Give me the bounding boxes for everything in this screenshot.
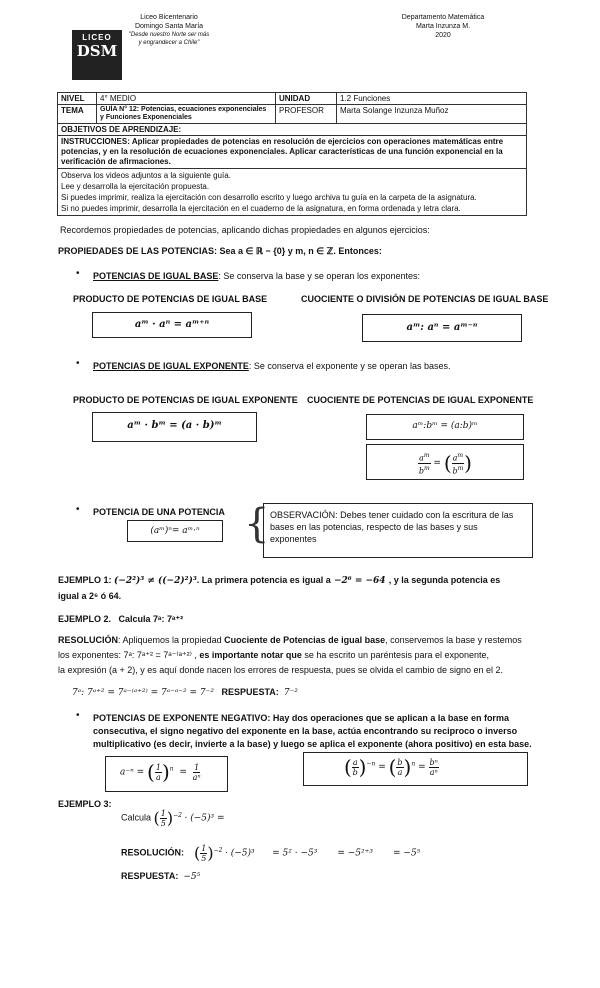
resol-frac-num: 1 <box>201 843 207 853</box>
f1-left: a⁻ⁿ = <box>120 767 145 778</box>
answer: 7⁻² <box>283 688 298 698</box>
info-table <box>57 92 527 216</box>
dept-header <box>388 13 498 40</box>
bullet-icon: • <box>76 358 80 369</box>
step-4: = −5⁵ <box>393 848 421 859</box>
step-2: Lee y desarrolla la ejercitación propuesta. <box>61 182 210 191</box>
f1-eq: = <box>179 767 187 778</box>
exp-coc-formula: aᵐ:bᵐ = (a:b)ᵐ <box>412 421 478 431</box>
pot-pot-title: POTENCIA DE UNA POTENCIA <box>93 507 225 517</box>
line2c: se ha escrito un paréntesis para el exponente, <box>301 650 490 660</box>
igual-exp-prod-title: PRODUCTO DE POTENCIAS DE IGUAL EXPONENTE <box>73 395 298 405</box>
coc-formula: aᵐ: aⁿ = aᵐ⁻ⁿ <box>406 322 478 333</box>
f2-num: a <box>352 757 358 767</box>
tema-value: GUÍA N° 12: Potencias, ecuaciones exponenciales y Funciones Exponenciales <box>97 105 276 124</box>
step-3: Si puedes imprimir, realiza la ejercitación con desarrollo escrito y luego archiva tu guía en la carpeta de la asignatura. <box>61 193 477 202</box>
igual-base-line <box>93 270 420 282</box>
f2-den3: aⁿ <box>429 767 438 777</box>
unidad-value: 1.2 Funciones <box>337 93 527 105</box>
ejemplo-3-answer <box>121 870 200 883</box>
f1-num2: 1 <box>194 762 200 772</box>
nivel-label: NIVEL <box>58 93 97 105</box>
negativo-formula-2-box <box>303 752 528 786</box>
ejemplo-1-text: . La primera potencia es igual a <box>196 575 331 585</box>
answer-label-3: RESPUESTA: <box>121 871 179 881</box>
ejemplo-2-steps: 7ᵃ: 7ᵃ⁺² = 7ᵃ⁻⁽ᵃ⁺²⁾ = 7ᵃ⁻ᵃ⁻² = 7⁻² <box>72 688 214 698</box>
f2-eq: = <box>378 762 386 773</box>
igual-exp-line <box>93 360 451 372</box>
negativo-formula-1-box <box>105 756 228 792</box>
ejemplo-3-calc: Calcula ( $\frac{1}{5}$ )$^{-2}$ · (−5)³ = <box>121 808 225 828</box>
ejemplo-2-line3: la expresión (a + 2), y es aquí donde nacen los errores de respuesta, pues se olvida el cambio de signo en el 2. <box>58 665 504 675</box>
igual-exp-coc-title: CUOCIENTE DE POTENCIAS DE IGUAL EXPONENTE <box>307 395 534 405</box>
profesor-label: PROFESOR <box>276 105 337 124</box>
ejemplo-2-label: EJEMPLO 2. <box>58 614 112 624</box>
pot-pot-formula: (aᵐ)ⁿ= aᵐ·ⁿ <box>150 526 200 536</box>
observacion-box <box>263 503 533 558</box>
ejemplo-2-line2 <box>58 649 543 661</box>
steps-cell <box>58 169 527 216</box>
f2-eq2: = <box>418 762 426 773</box>
year: 2020 <box>435 32 451 39</box>
exp-coc-frac-box <box>366 444 524 480</box>
exp-prod-box <box>92 412 257 442</box>
igual-base-desc: : Se conserva la base y se operan los exponentes: <box>218 271 420 281</box>
step-1: · (−5)³ <box>224 848 255 859</box>
pot-pot-box <box>127 520 223 542</box>
coc-formula-box <box>362 314 522 342</box>
negativo-text: POTENCIAS DE EXPONENTE NEGATIVO: Hay dos operaciones que se aplican a la base en forma consecutiva, el signo negativo del exponente en la base, actúa encontrando su reciproco o inverso multiplicativo (es decir, invierte a la base) y luego se aplica el exponente (ahora positivo) en esta base. <box>93 713 532 749</box>
ejemplo-2 <box>58 613 183 625</box>
resol-label-3: RESOLUCIÓN: <box>121 847 184 858</box>
f2-num2: b <box>397 757 403 767</box>
f2-exp: −n <box>366 760 376 768</box>
bullet-icon: • <box>76 710 80 721</box>
f2-den2: a <box>397 767 403 777</box>
f1-num: 1 <box>155 762 161 772</box>
calc-label: Calcula <box>121 812 152 823</box>
intro-text: Recordemos propiedades de potencias, aplicando dichas propiedades en algunos ejercicios: <box>60 225 430 235</box>
ejemplo-3-label: EJEMPLO 3: <box>58 799 112 809</box>
igual-base-prod-title: PRODUCTO DE POTENCIAS DE IGUAL BASE <box>73 294 268 304</box>
calc-tail: · (−5)³ = <box>184 813 225 824</box>
answer-3: −5⁵ <box>183 872 201 882</box>
calc-exp: −2 <box>173 811 182 819</box>
negativo-formula-2: ( $\frac{a}{b}$ )$^{-n}$ = ( $\frac{b}{a}$ )$^n$ = $\frac{\text{bⁿ}}{\text{aⁿ}}$ <box>344 755 438 779</box>
nivel-value: 4° MEDIO <box>97 93 276 105</box>
line2a: los exponentes: 7ᵃ: 7ᵃ⁺² = 7ᵃ⁻⁽ᵃ⁺²⁾ , <box>58 650 197 660</box>
ejemplo-1 <box>58 574 538 587</box>
step-3: = −5²⁺³ <box>337 848 373 859</box>
igual-base-coc-title: CUOCIENTE O DIVISIÓN DE POTENCIAS DE IGUAL BASE <box>301 294 549 304</box>
step-1: Observa los videos adjuntos a la siguiente guía. <box>61 171 231 180</box>
exp-coc-box <box>366 414 524 440</box>
ejemplo-1-label: EJEMPLO 1: <box>58 575 112 585</box>
igual-exp-title: POTENCIAS DE IGUAL EXPONENTE <box>93 361 249 371</box>
ejemplo-1-text2: , y la segunda potencia es <box>388 575 501 585</box>
ejemplo-2-steps-line <box>72 686 298 699</box>
dept-name: Departamento Matemática <box>401 14 485 21</box>
logo-top-text: LICEO <box>82 33 112 42</box>
motto-line-2: y engrandecer a Chile" <box>138 40 200 46</box>
calc-frac-den: 5 <box>160 818 166 828</box>
ejemplo-1-line2: igual a 2⁶ ó 64. <box>58 591 122 601</box>
resol-2: , conservemos la base y restemos <box>385 635 522 645</box>
motto-line-1: "Desde nuestro Norte ser más <box>128 32 210 38</box>
prod-formula: aᵐ · aⁿ = aᵐ⁺ⁿ <box>134 319 210 330</box>
answer-label: RESPUESTA: <box>221 687 279 697</box>
line2b: es importante notar que <box>196 650 302 660</box>
bullet-icon: • <box>76 268 80 279</box>
f2-den: b <box>352 767 358 777</box>
ejemplo-1-val: −2⁶ = −64 <box>330 576 389 586</box>
f1-den2: aⁿ <box>192 772 201 782</box>
step-4: Si no puedes imprimir, desarrolla la ejercitación en el cuaderno de la asignatura, en forma ordenada y letra clara. <box>61 204 461 213</box>
igual-exp-desc: : Se conserva el exponente y se operan las bases. <box>248 361 451 371</box>
profesor-value: Marta Solange Inzunza Muñoz <box>337 105 527 124</box>
brace-icon: { <box>244 501 270 547</box>
logo-letters: DSM <box>76 42 118 60</box>
f2-exp2: n <box>411 760 416 768</box>
resol-exp: −2 <box>213 846 223 854</box>
school-name: Liceo Bicentenario <box>140 14 198 21</box>
ejemplo-1-math: (−2²)³ ≠ ((−2)²)³ <box>114 576 197 586</box>
ejemplo-2-calc: Calcula 7ᵃ: 7ᵃ⁺² <box>118 614 184 624</box>
tema-label: TEMA <box>58 105 97 124</box>
resol-bold: Cuociente de Potencias de igual base <box>224 635 386 645</box>
resol-label: RESOLUCIÓN <box>58 635 119 645</box>
f1-den: a <box>156 772 161 782</box>
negativo-formula-1: a⁻ⁿ = ( $\frac{1}{a}$ )$^n$ = $\frac{1}{\text{aⁿ}}$ <box>120 760 201 784</box>
properties-title: PROPIEDADES DE LAS POTENCIAS: Sea a ∈ ℝ − {0} y m, n ∈ ℤ. Entonces: <box>58 246 382 256</box>
bullet-icon: • <box>76 504 80 515</box>
prod-formula-box <box>92 312 252 338</box>
step-2: = 5² · −5³ <box>272 848 318 859</box>
teacher-short: Marta Inzunza M. <box>415 23 471 30</box>
ejemplo-3-resol: RESOLUCIÓN: ( $\frac{1}{5}$ )$^{-2}$ · (−5)³ = 5² · −5³ = −5²⁺³ = −5⁵ <box>121 843 421 863</box>
exp-coc-frac-formula: $\frac{a^m}{b^m}$ = ( $\frac{a^m}{b^m}$ ) <box>418 451 472 476</box>
objetivos-label: OBJETIVOS DE APRENDIZAJE: <box>58 124 527 136</box>
f2-num3: bⁿ <box>429 757 438 767</box>
resol-frac-den: 5 <box>201 853 207 863</box>
calc-frac-num: 1 <box>160 808 166 818</box>
school-logo <box>72 30 122 80</box>
f1-exp: n <box>169 765 174 773</box>
exp-prod-formula: aᵐ · bᵐ = (a · b)ᵐ <box>127 420 222 431</box>
igual-base-title: POTENCIAS DE IGUAL BASE <box>93 271 219 281</box>
observacion-text: OBSERVACIÓN: Debes tener cuidado con la escritura de las bases en las potencias, respecto de las bases y sus exponentes <box>270 510 514 544</box>
instrucciones: INSTRUCCIONES: Aplicar propiedades de potencias en resolución de ejercicios con operaciones matemáticas entre potencias, y en la resolución de ecuaciones exponenciales. Aplicar características de una función exponencial en la verificación de afirmaciones. <box>58 136 527 169</box>
ejemplo-2-resol <box>58 634 543 646</box>
school-header <box>124 13 214 47</box>
school-sub: Domingo Santa María <box>134 23 204 30</box>
unidad-label: UNIDAD <box>276 93 337 105</box>
resol-1: : Apliquemos la propiedad <box>118 635 225 645</box>
